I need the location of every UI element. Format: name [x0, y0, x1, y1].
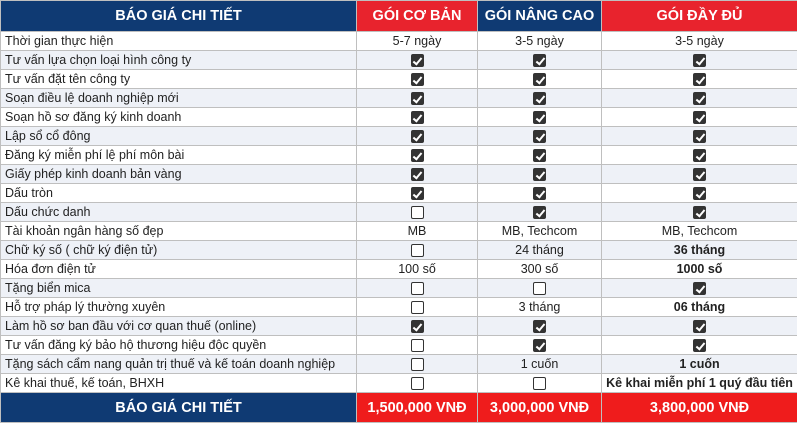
- feature-label: Tư vấn đặt tên công ty: [1, 70, 357, 89]
- cell-advanced: [478, 336, 602, 355]
- cell-full-value: 36 tháng: [602, 241, 797, 260]
- price-advanced: 3,000,000 VNĐ: [478, 393, 602, 423]
- cell-full: [602, 108, 797, 127]
- checked-checkbox-icon: [693, 111, 706, 124]
- checked-checkbox-icon: [693, 149, 706, 162]
- cell-advanced: [478, 127, 602, 146]
- checked-checkbox-icon: [533, 320, 546, 333]
- cell-full: [602, 70, 797, 89]
- cell-basic: [357, 279, 478, 298]
- feature-label: Tư vấn lựa chọn loại hình công ty: [1, 51, 357, 70]
- cell-basic-value: 100 số: [357, 260, 478, 279]
- header-package-basic: GÓI CƠ BẢN: [357, 1, 478, 32]
- checked-checkbox-icon: [693, 168, 706, 181]
- checked-checkbox-icon: [411, 149, 424, 162]
- table-row: [1, 32, 797, 51]
- cell-basic: [357, 165, 478, 184]
- empty-checkbox-icon: [411, 358, 424, 371]
- cell-full: [602, 127, 797, 146]
- checked-checkbox-icon: [533, 92, 546, 105]
- table-row: [1, 89, 797, 108]
- checked-checkbox-icon: [533, 111, 546, 124]
- cell-advanced: [478, 89, 602, 108]
- empty-checkbox-icon: [533, 377, 546, 390]
- feature-rows: [1, 32, 797, 393]
- checked-checkbox-icon: [411, 130, 424, 143]
- checked-checkbox-icon: [533, 54, 546, 67]
- header-package-full: GÓI ĐẦY ĐỦ: [602, 1, 797, 32]
- feature-label: Đăng ký miễn phí lệ phí môn bài: [1, 146, 357, 165]
- checked-checkbox-icon: [533, 130, 546, 143]
- checked-checkbox-icon: [693, 130, 706, 143]
- header-title: BÁO GIÁ CHI TIẾT: [1, 1, 357, 32]
- cell-advanced: [478, 146, 602, 165]
- checked-checkbox-icon: [693, 73, 706, 86]
- cell-advanced: [478, 279, 602, 298]
- checked-checkbox-icon: [411, 54, 424, 67]
- footer-row: [1, 393, 797, 423]
- cell-full-value: 3-5 ngày: [602, 32, 797, 51]
- cell-basic-value: 5-7 ngày: [357, 32, 478, 51]
- cell-basic: [357, 355, 478, 374]
- cell-full-value: 1000 số: [602, 260, 797, 279]
- cell-full: [602, 51, 797, 70]
- empty-checkbox-icon: [411, 282, 424, 295]
- table-row: [1, 51, 797, 70]
- header-package-advanced: GÓI NÂNG CAO: [478, 1, 602, 32]
- cell-advanced-value: 300 số: [478, 260, 602, 279]
- cell-advanced: [478, 51, 602, 70]
- cell-basic: [357, 127, 478, 146]
- cell-advanced-value: 24 tháng: [478, 241, 602, 260]
- cell-advanced-value: 3 tháng: [478, 298, 602, 317]
- checked-checkbox-icon: [693, 206, 706, 219]
- table-row: [1, 279, 797, 298]
- checked-checkbox-icon: [533, 206, 546, 219]
- feature-label: Tặng sách cẩm nang quản trị thuế và kế toán doanh nghiệp: [1, 355, 357, 374]
- feature-label: Chữ ký số ( chữ ký điện tử): [1, 241, 357, 260]
- cell-full: [602, 317, 797, 336]
- checked-checkbox-icon: [693, 54, 706, 67]
- cell-basic: [357, 241, 478, 260]
- checked-checkbox-icon: [533, 187, 546, 200]
- price-full: 3,800,000 VNĐ: [602, 393, 797, 423]
- checked-checkbox-icon: [533, 149, 546, 162]
- table-row: [1, 70, 797, 89]
- cell-full: [602, 89, 797, 108]
- checked-checkbox-icon: [693, 282, 706, 295]
- cell-full: [602, 336, 797, 355]
- checked-checkbox-icon: [411, 73, 424, 86]
- feature-label: Tài khoản ngân hàng số đẹp: [1, 222, 357, 241]
- feature-label: Tặng biển mica: [1, 279, 357, 298]
- feature-label: Tư vấn đăng ký bảo hộ thương hiệu độc quyền: [1, 336, 357, 355]
- price-basic: 1,500,000 VNĐ: [357, 393, 478, 423]
- feature-label: Dấu tròn: [1, 184, 357, 203]
- feature-label: Hóa đơn điện tử: [1, 260, 357, 279]
- table-row: [1, 260, 797, 279]
- feature-label: Giấy phép kinh doanh bản vàng: [1, 165, 357, 184]
- checked-checkbox-icon: [411, 111, 424, 124]
- checked-checkbox-icon: [693, 92, 706, 105]
- cell-basic: [357, 70, 478, 89]
- cell-advanced: [478, 165, 602, 184]
- cell-basic: [357, 146, 478, 165]
- table-row: [1, 374, 797, 393]
- table-row: [1, 184, 797, 203]
- cell-advanced-value: 3-5 ngày: [478, 32, 602, 51]
- table-row: [1, 127, 797, 146]
- cell-advanced-value: MB, Techcom: [478, 222, 602, 241]
- empty-checkbox-icon: [411, 377, 424, 390]
- cell-advanced: [478, 70, 602, 89]
- feature-label: Kê khai thuế, kế toán, BHXH: [1, 374, 357, 393]
- checked-checkbox-icon: [693, 320, 706, 333]
- footer-title: BÁO GIÁ CHI TIẾT: [1, 393, 357, 423]
- cell-advanced: [478, 317, 602, 336]
- feature-label: Dấu chức danh: [1, 203, 357, 222]
- feature-label: Làm hồ sơ ban đầu với cơ quan thuế (online): [1, 317, 357, 336]
- table-row: [1, 108, 797, 127]
- cell-full-value: 1 cuốn: [602, 355, 797, 374]
- feature-label: Soạn điều lệ doanh nghiệp mới: [1, 89, 357, 108]
- checked-checkbox-icon: [411, 320, 424, 333]
- cell-full: [602, 165, 797, 184]
- empty-checkbox-icon: [411, 301, 424, 314]
- table-row: [1, 222, 797, 241]
- cell-advanced-value: 1 cuốn: [478, 355, 602, 374]
- empty-checkbox-icon: [411, 244, 424, 257]
- cell-advanced: [478, 374, 602, 393]
- cell-basic: [357, 336, 478, 355]
- checked-checkbox-icon: [533, 339, 546, 352]
- checked-checkbox-icon: [411, 187, 424, 200]
- feature-label: Hỗ trợ pháp lý thường xuyên: [1, 298, 357, 317]
- cell-basic: [357, 298, 478, 317]
- feature-label: Lập sổ cổ đông: [1, 127, 357, 146]
- cell-advanced: [478, 184, 602, 203]
- table-row: [1, 298, 797, 317]
- checked-checkbox-icon: [411, 168, 424, 181]
- table-row: [1, 241, 797, 260]
- empty-checkbox-icon: [411, 206, 424, 219]
- cell-basic-value: MB: [357, 222, 478, 241]
- checked-checkbox-icon: [533, 73, 546, 86]
- cell-basic: [357, 374, 478, 393]
- table-row: [1, 146, 797, 165]
- empty-checkbox-icon: [411, 339, 424, 352]
- header-row: [1, 1, 797, 32]
- cell-full: [602, 279, 797, 298]
- table-row: [1, 336, 797, 355]
- checked-checkbox-icon: [693, 187, 706, 200]
- cell-basic: [357, 51, 478, 70]
- cell-basic: [357, 317, 478, 336]
- cell-advanced: [478, 203, 602, 222]
- cell-full-value: MB, Techcom: [602, 222, 797, 241]
- cell-basic: [357, 203, 478, 222]
- checked-checkbox-icon: [533, 168, 546, 181]
- table-row: [1, 165, 797, 184]
- feature-label: Thời gian thực hiện: [1, 32, 357, 51]
- checked-checkbox-icon: [693, 339, 706, 352]
- table-row: [1, 203, 797, 222]
- cell-full: [602, 203, 797, 222]
- feature-label: Soạn hồ sơ đăng ký kinh doanh: [1, 108, 357, 127]
- checked-checkbox-icon: [411, 92, 424, 105]
- table-row: [1, 317, 797, 336]
- cell-full: [602, 146, 797, 165]
- table-row: [1, 355, 797, 374]
- cell-basic: [357, 108, 478, 127]
- empty-checkbox-icon: [533, 282, 546, 295]
- cell-full-value: Kê khai miễn phí 1 quý đầu tiên: [602, 374, 797, 393]
- cell-advanced: [478, 108, 602, 127]
- cell-full-value: 06 tháng: [602, 298, 797, 317]
- cell-full: [602, 184, 797, 203]
- cell-basic: [357, 89, 478, 108]
- cell-basic: [357, 184, 478, 203]
